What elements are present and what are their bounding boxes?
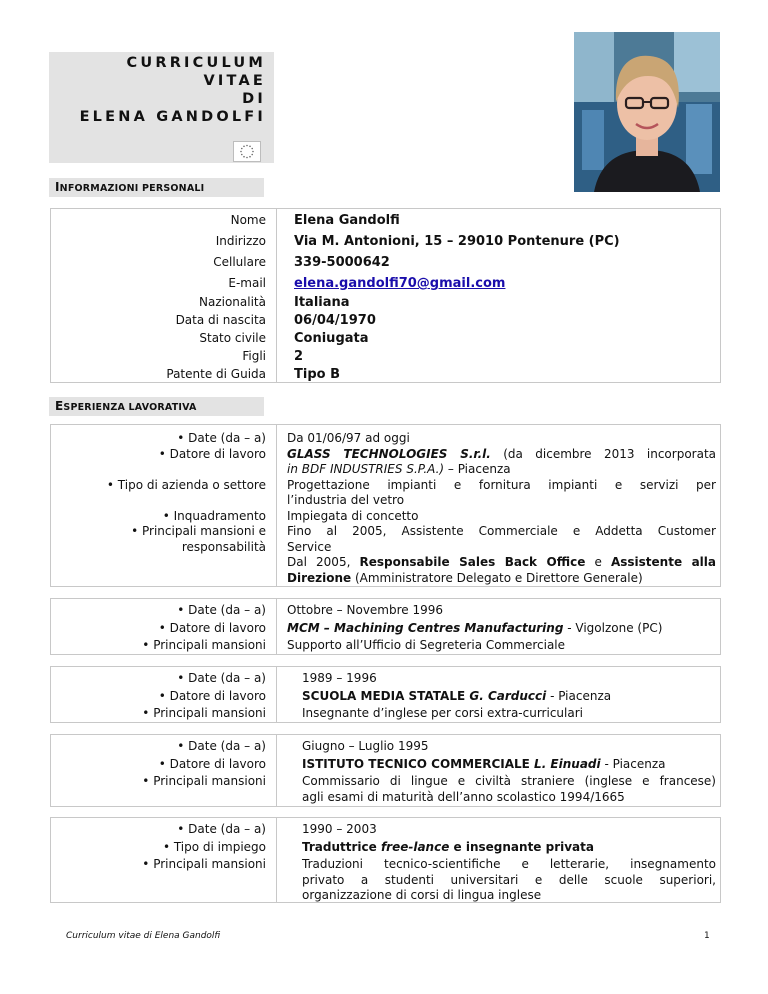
duties-value-cont (287, 571, 716, 587)
employer-value (287, 447, 716, 463)
employer-name: SCUOLA MEDIA STATALE (302, 688, 470, 703)
mobile-label: Cellulare (213, 255, 266, 269)
job-type-text: e insegnante privata (449, 839, 594, 854)
column-divider (276, 818, 277, 902)
employer-location: - Piacenza (546, 688, 612, 703)
duties-label: • Principali mansioni (142, 857, 266, 871)
page-footer: Curriculum vitae di Elena Gandolfi (66, 931, 221, 941)
employer-name-italic: G. Carducci (469, 688, 547, 703)
employer-parent: in BDF INDUSTRIES S.P.A.) (287, 462, 445, 476)
experience-details (287, 431, 716, 586)
experience-details (302, 822, 716, 904)
profile-photo (574, 32, 720, 192)
employer-label: • Datore di lavoro (158, 446, 266, 461)
duties-label-cont: responsabilità (181, 539, 266, 554)
employer-label: • Datore di lavoro (158, 756, 266, 771)
duties-value: Traduzioni tecnico-scientifiche e letterarie, insegnamento (302, 857, 716, 871)
duties-label: • Principali mansioni (142, 774, 266, 788)
job-type-label: • Tipo di impiego (162, 839, 266, 854)
employer-label: • Datore di lavoro (158, 688, 266, 703)
duties-value-cont: agli esami di maturità dell’anno scolastico 1994/1665 (302, 789, 625, 804)
duties-role-bold: Assistente alla (610, 555, 716, 569)
address-value: Via M. Antonioni, 15 – 29010 Pontenure (PC) (294, 234, 620, 249)
section-title-personal-info (49, 178, 264, 197)
duties-role-bold: Responsabile Sales Back Office (359, 555, 586, 569)
employer-name: MCM – Machining Centres Manufacturing (287, 620, 564, 635)
driving-license-label: Patente di Guida (166, 367, 266, 381)
duties-text: Dal 2005, (287, 555, 360, 569)
title-line: DI (242, 91, 266, 107)
experience-details (302, 739, 716, 805)
experience-labels (54, 822, 266, 873)
duties-value: Supporto all’Ufficio di Segreteria Commerciale (287, 638, 566, 652)
title-line: CURRICULUM (126, 55, 266, 71)
title-line: ELENA GANDOLFI (79, 109, 266, 125)
experience-details (287, 603, 716, 654)
date-value: Ottobre – Novembre 1996 (287, 603, 444, 617)
sector-label: • Tipo di azienda o settore (106, 477, 266, 492)
experience-entry (50, 424, 721, 587)
page-number: 1 (704, 931, 710, 941)
employer-location: – Piacenza (444, 462, 511, 476)
experience-entry (50, 666, 721, 723)
employer-name: ISTITUTO TECNICO COMMERCIALE (302, 756, 535, 771)
job-type-text: Traduttrice (302, 839, 381, 854)
duties-label: • Principali mansioni (142, 638, 266, 652)
duties-value: Fino al 2005, Assistente Commerciale e Addetta Customer (287, 524, 716, 538)
column-divider (276, 425, 277, 586)
driving-license-value: Tipo B (294, 367, 340, 382)
section-title-rest: SPERIENZA LAVORATIVA (63, 402, 197, 413)
section-title-rest: NFORMAZIONI PERSONALI (59, 183, 205, 194)
name-label: Nome (230, 213, 266, 227)
duties-value-cont (287, 555, 716, 571)
date-value: Giugno – Luglio 1995 (302, 739, 429, 753)
employer-name-italic: L. Einuadi (534, 756, 601, 771)
personal-info-box (50, 208, 721, 383)
employer-value (302, 757, 716, 773)
employer-location: - Vigolzone (PC) (563, 620, 663, 635)
name-value: Elena Gandolfi (294, 213, 400, 228)
employer-note: (da dicembre 2013 incorporata (490, 446, 717, 461)
email-label: E-mail (228, 276, 266, 290)
mobile-value: 339-5000642 (294, 255, 390, 270)
duties-value: Insegnante d’inglese per corsi extra-curriculari (302, 706, 583, 720)
children-value: 2 (294, 349, 304, 364)
employer-value (302, 689, 716, 705)
experience-labels (54, 431, 266, 555)
nationality-value: Italiana (294, 295, 350, 310)
column-divider (276, 667, 277, 722)
birthdate-value: 06/04/1970 (294, 313, 376, 328)
duties-text: (Amministratore Delegato e Direttore Generale) (351, 570, 643, 585)
duties-value: Commissario di lingue e civiltà straniere (inglese e francese) (302, 774, 716, 788)
date-label: • Date (da – a) (177, 822, 266, 836)
sector-value-cont: l’industria del vetro (287, 493, 405, 507)
date-value: Da 01/06/97 ad oggi (287, 431, 410, 445)
duties-label: • Principali mansioni e (131, 524, 266, 538)
experience-labels (54, 671, 266, 722)
experience-entry (50, 817, 721, 903)
email-link[interactable]: elena.gandolfi70@gmail.com (294, 276, 506, 291)
role-value: Impiegata di concetto (287, 508, 419, 523)
children-label: Figli (242, 349, 266, 363)
job-type-value (302, 840, 716, 856)
column-divider (276, 599, 277, 654)
employer-label: • Datore di lavoro (158, 620, 266, 635)
duties-value-cont: Service (287, 539, 332, 554)
section-title-initial: E (55, 399, 64, 413)
experience-details (302, 671, 716, 722)
document-title (80, 54, 266, 126)
employer-value (287, 621, 716, 637)
date-label: • Date (da – a) (177, 603, 266, 617)
section-title-work-experience (49, 397, 264, 416)
date-label: • Date (da – a) (177, 431, 266, 445)
nationality-label: Nazionalità (199, 295, 266, 309)
date-value: 1990 – 2003 (302, 822, 377, 836)
employer-location: - Piacenza (600, 756, 666, 771)
column-divider (276, 735, 277, 806)
title-line: VITAE (203, 73, 266, 89)
marital-status-value: Coniugata (294, 331, 369, 346)
address-label: Indirizzo (215, 234, 266, 248)
duties-role-bold: Direzione (287, 570, 352, 585)
employer-value-cont (287, 462, 716, 478)
employer-name: GLASS TECHNOLOGIES S.r.l. (287, 446, 491, 461)
role-label: • Inquadramento (162, 508, 266, 523)
date-label: • Date (da – a) (177, 739, 266, 753)
experience-entry (50, 598, 721, 655)
sector-value: Progettazione impianti e fornitura impianti e servizi per (287, 477, 716, 492)
duties-label: • Principali mansioni (142, 706, 266, 720)
job-type-italic: free-lance (380, 839, 450, 854)
section-title-initial: I (55, 180, 60, 194)
date-value: 1989 – 1996 (302, 671, 377, 685)
birthdate-label: Data di nascita (175, 313, 266, 327)
email-value (294, 274, 505, 293)
experience-labels (54, 739, 266, 790)
duties-value-cont: privato a studenti universitari e delle scuole superiori, (302, 872, 716, 887)
column-divider (276, 209, 277, 382)
experience-labels (54, 603, 266, 654)
date-label: • Date (da – a) (177, 671, 266, 685)
marital-status-label: Stato civile (199, 331, 266, 345)
experience-entry (50, 734, 721, 807)
duties-text: e (585, 555, 611, 569)
eu-flag-icon (233, 141, 261, 162)
duties-value-cont: organizzazione di corsi di lingua inglese (302, 888, 542, 902)
